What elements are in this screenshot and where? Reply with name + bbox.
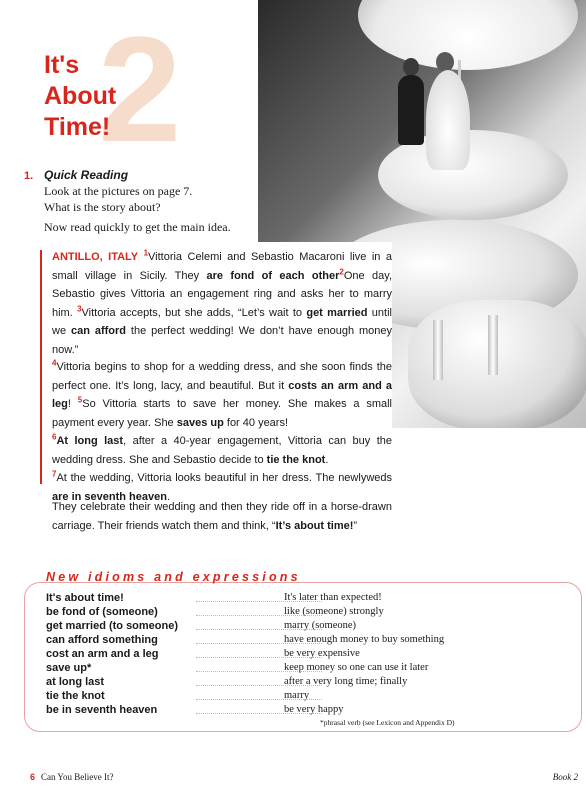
instruction-line: Look at the pictures on page 7. bbox=[44, 184, 193, 198]
red-margin-bar bbox=[40, 250, 42, 484]
story-paragraph: $^6$At long last, after a 40-year engagement, Vittoria can buy the wedding dress. She and Sebastio decide to tie the knot. $^7$At the wedding, Vittoria looks beautiful in her dress. The newlyweds are in seventh heaven. bbox=[52, 432, 393, 503]
section-heading: Quick Reading bbox=[44, 168, 129, 182]
idiom-row: get married (to someone) marry (someone) bbox=[46, 620, 357, 632]
idiom-row: It's about time! It's later than expected! bbox=[46, 592, 382, 604]
idiom-row: be fond of (someone) like (someone) strongly bbox=[46, 606, 384, 618]
idiom-row: save up* keep money so one can use it later bbox=[46, 662, 429, 674]
book-title: Can You Believe It? bbox=[41, 772, 114, 782]
footnote: *phrasal verb (see Lexicon and Appendix D) bbox=[320, 718, 455, 727]
instruction-line: Now read quickly to get the main idea. bbox=[44, 220, 231, 234]
idiom-row: tie the knot marry bbox=[46, 690, 566, 704]
story-text bbox=[40, 242, 392, 558]
idiom-row: at long last after a very long time; finally bbox=[46, 676, 408, 688]
page-number: 6 bbox=[30, 772, 36, 782]
footer-left bbox=[30, 772, 114, 782]
story-paragraph: $^4$Vittoria begins to shop for a wedding dress, and she soon finds the perfect one. It’s long, lacy, and beautiful. But it costs an arm and a leg! $^5$So Vittoria starts to save her money. She makes a small payment every year. She saves up for 40 years! bbox=[52, 358, 392, 429]
instruction-line: What is the story about? bbox=[44, 200, 161, 214]
idiom-row: can afford something have enough money to buy something bbox=[46, 634, 445, 646]
lesson-title bbox=[44, 50, 116, 143]
section-number: 1. bbox=[24, 170, 34, 182]
idioms-heading: New idioms and expressions bbox=[46, 570, 301, 584]
story-paragraph: They celebrate their wedding and then they ride off in a horse-drawn carriage. Their friends watch them and think, “It’s about time!” bbox=[52, 501, 392, 532]
title-line: It's bbox=[44, 51, 80, 79]
lesson-number: 2 bbox=[98, 5, 182, 173]
idiom-row: be in seventh heaven be very happy bbox=[46, 704, 344, 716]
idiom-row: cost an arm and a leg be very expensive bbox=[46, 648, 360, 660]
story-paragraph: ANTILLO, ITALY $^1$Vittoria Celemi and Sebastio Macaroni live in a small village in Sicily. They are fond of each other$^2$One day, Sebastio gives Vittoria an engagement ring and asks her to marry him. $^3$Vittoria accepts, but she adds, “Let’s wait to get married until we can afford the perfect wedding! We don’t have enough money now.” bbox=[52, 248, 392, 356]
book-label: Book 2 bbox=[552, 772, 578, 782]
title-line: Time! bbox=[44, 113, 111, 141]
title-line: About bbox=[44, 82, 117, 110]
